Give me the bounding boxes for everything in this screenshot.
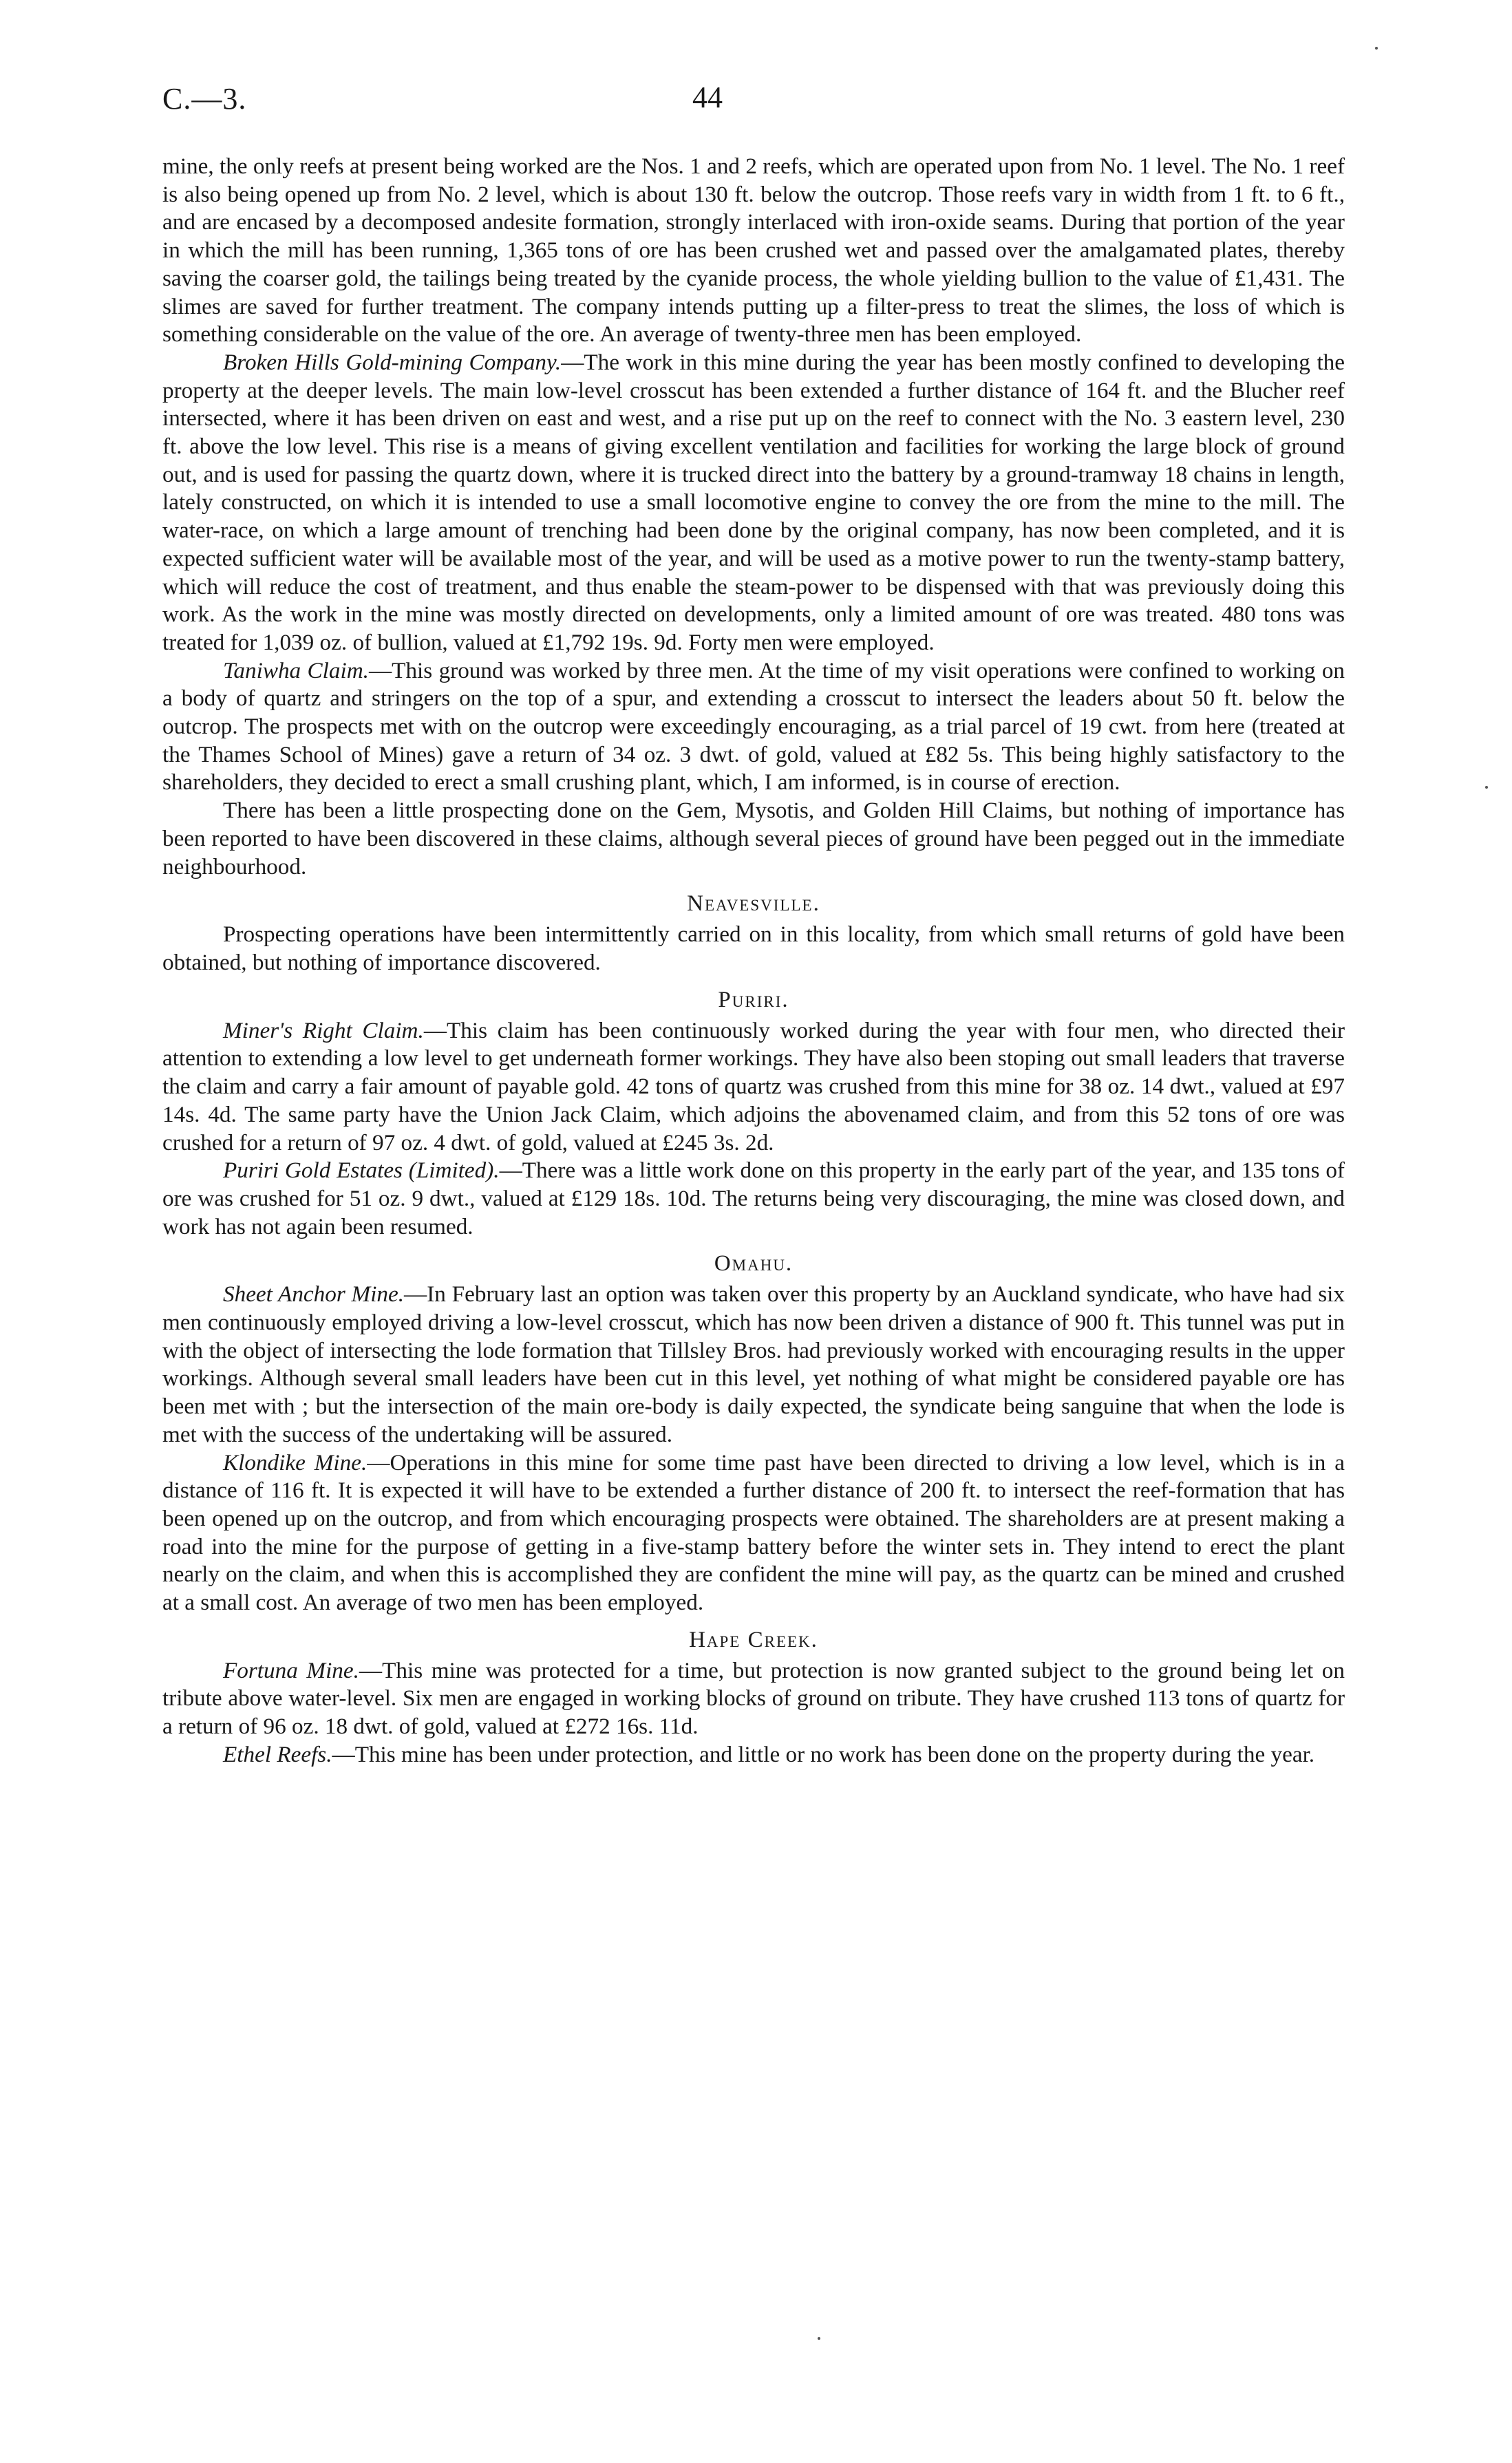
paragraph: Broken Hills Gold-mining Company.—The work in this mine during the year has been mostly confined to developing the property at the deeper levels. The main low-level crosscut has been extended a further distance of 164 ft. and the Blucher reef intersected, where it has been driven on east and west, and a rise put up on the reef to connect with the No. 3 eastern level, 230 ft. above the low level. This rise is a means of giving excellent ventilation and facilities for working the large block of ground out, and is used for passing the quartz down, where it is trucked direct into the battery by a ground-tramway 18 chains in length, lately constructed, on which it is intended to use a small locomotive engine to convey the ore from the mine to the mill. The water-race, on which a large amount of trenching had been done by the original company, has now been completed, and it is expected sufficient water will be available most of the year, and will be used as a motive power to run the twenty-stamp battery, which will reduce the cost of treatment, and thus enable the steam-power to be dispensed with that was previously doing this work. As the work in the mine was mostly directed on developments, only a limited amount of ore was treated. 480 tons was treated for 1,039 oz. of bullion, valued at £1,792 19s. 9d. Forty men were employed. [162, 349, 1345, 655]
section-heading-omahu: Omahu. [714, 1251, 794, 1277]
paragraph: mine, the only reefs at present being worked are the Nos. 1 and 2 reefs, which are operated upon from No. 1 level. The No. 1 reef is also being opened up from No. 2 level, which is about 130 ft. below the outcrop. Those reefs vary in width from 1 ft. to 6 ft., and are encased by a decomposed andesite formation, strongly interlaced with iron-oxide seams. During that portion of the year in which the mill has been running, 1,365 tons of ore has been crushed wet and passed over the amalgamated plates, thereby saving the coarser gold, the tailings being treated by the cyanide process, the whole yielding bullion to the value of £1,431. The slimes are saved for further treatment. The company intends putting up a filter-press to treat the slimes, the loss of which is something considerable on the value of the ore. An average of twenty-three men has been employed. [162, 153, 1345, 348]
document-reference: C.—3. [162, 82, 247, 116]
mine-name: Ethel Reefs. [223, 1741, 332, 1767]
mine-name: Fortuna Mine. [223, 1657, 359, 1683]
page-number: 44 [692, 81, 723, 114]
paragraph: Puriri Gold Estates (Limited).—There was a little work done on this property in the early part of the year, and 135 tons of ore was crushed for 51 oz. 9 dwt., valued at £129 18s. 10d. The returns being very discouraging, the mine was closed down, and work has not again been resumed. [162, 1158, 1345, 1239]
scan-speck [1485, 786, 1488, 789]
mine-name: Puriri Gold Estates (Limited). [223, 1158, 500, 1184]
scan-speck [1375, 47, 1378, 50]
paragraph: Klondike Mine.—Operations in this mine for some time past have been directed to driving a low level, which is in a distance of 116 ft. It is expected it will have to be extended a further distance of 200 ft. to intersect the reef-formation that has been opened up on the outcrop, and from which encouraging prospects were obtained. The shareholders are at present making a road into the mine for the purpose of getting in a five-stamp battery before the winter sets in. They intend to erect the plant nearly on the claim, and when this is accomplished they are confident the mine will pay, as the quartz can be mined and crushed at a small cost. An average of two men has been employed. [162, 1449, 1345, 1616]
scan-speck [818, 2337, 820, 2340]
section-heading-neavesville: Neavesville. [687, 891, 820, 917]
paragraph: Miner's Right Claim.—This claim has been continuously worked during the year with four men, who directed their attention to extending a low level to get underneath former workings. They have also been stoping out small leaders that traverse the claim and carry a fair amount of payable gold. 42 tons of quartz was crushed from this mine for 38 oz. 14 dwt., valued at £97 14s. 4d. The same party have the Union Jack Claim, which adjoins the abovenamed claim, and from this 52 tons of ore was crushed for a return of 97 oz. 4 dwt. of gold, valued at £245 3s. 2d. [162, 1017, 1345, 1155]
paragraph: Ethel Reefs.—This mine has been under protection, and little or no work has been done on the property during the year. [223, 1741, 1315, 1767]
mine-name: Broken Hills Gold-mining Company. [223, 349, 562, 375]
body-text [162, 153, 1345, 1769]
section-heading-hape-creek: Hape Creek. [689, 1627, 818, 1652]
section-heading-puriri: Puriri. [718, 987, 789, 1012]
mine-name: Taniwha Claim. [223, 657, 369, 683]
paragraph: Fortuna Mine.—This mine was protected for a time, but protection is now granted subject to the ground being let on tribute above water-level. Six men are engaged in working blocks of ground on tribute. They have crushed 113 tons of quartz for a return of 96 oz. 18 dwt. of gold, valued at £272 16s. 11d. [162, 1657, 1345, 1740]
paragraph: There has been a little prospecting done on the Gem, Mysotis, and Golden Hill Claims, but nothing of importance has been reported to have been discovered in these claims, although several pieces of ground have been pegged out in the immediate neighbourhood. [162, 798, 1345, 879]
mine-name: Klondike Mine. [223, 1449, 368, 1475]
paragraph: Taniwha Claim.—This ground was worked by three men. At the time of my visit operations were confined to working on a body of quartz and stringers on the top of a spur, and extending a crosscut to intersect the leaders about 50 ft. below the outcrop. The prospects met with on the outcrop were exceedingly encouraging, as a trial parcel of 19 cwt. from here (treated at the Thames School of Mines) gave a return of 34 oz. 3 dwt. of gold, valued at £82 5s. This being highly satisfactory to the shareholders, they decided to erect a small crushing plant, which, I am informed, is in course of erection. [162, 657, 1345, 796]
paragraph: Sheet Anchor Mine.—In February last an option was taken over this property by an Auckland syndicate, who have had six men continuously employed driving a low-level crosscut, which has now been driven a distance of 900 ft. This tunnel was put in with the object of intersecting the lode formation that Tillsley Bros. had previously worked with encouraging results in the upper workings. Although several small leaders have been cut in this level, yet nothing of what might be considered payable ore has been met with ; but the intersection of the main ore-body is daily expected, the syndicate being sanguine that when the lode is met with the success of the undertaking will be assured. [162, 1281, 1345, 1447]
paragraph: Prospecting operations have been intermittently carried on in this locality, from which small returns of gold have been obtained, but nothing of importance discovered. [162, 921, 1345, 975]
mine-name: Miner's Right Claim. [223, 1017, 424, 1043]
mine-name: Sheet Anchor Mine. [223, 1281, 405, 1308]
